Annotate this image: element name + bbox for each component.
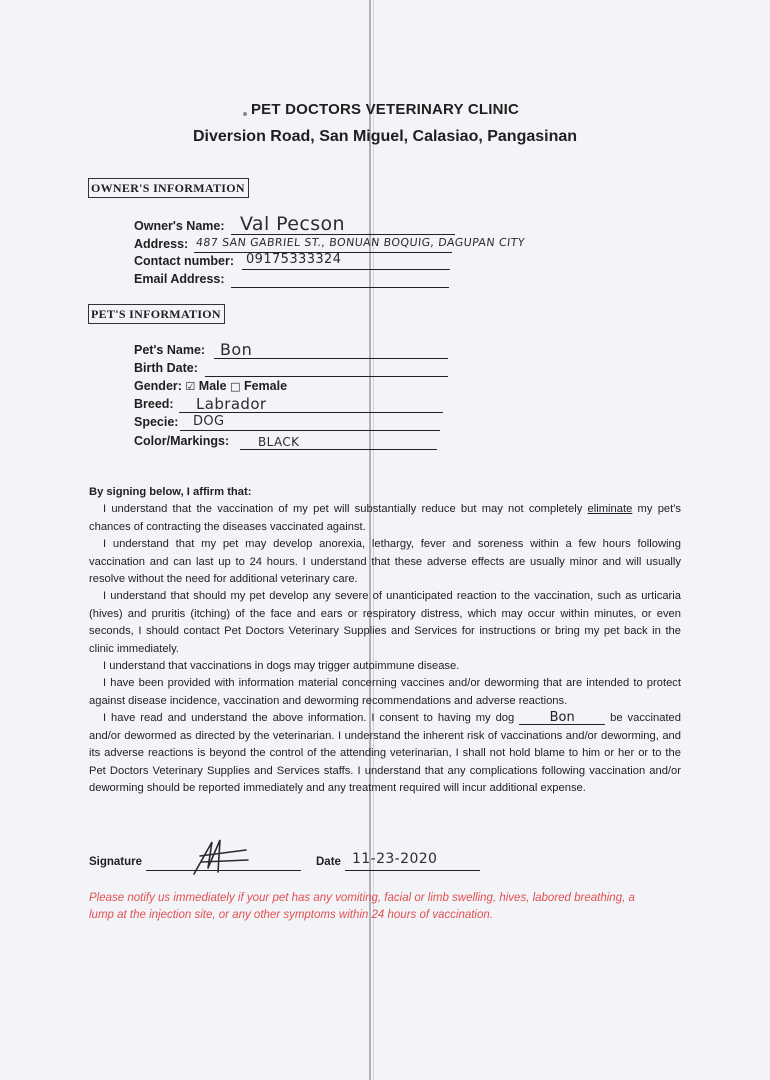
owner-section-title: OWNER'S INFORMATION (88, 178, 249, 198)
notice-text: Please notify us immediately if your pet has any vomiting, facial or limb swelling, hives, labored breathing, a lump at the injection site, or any other symptoms within 24 hours of vaccination. (89, 892, 635, 921)
owner-name-value[interactable]: Val Pecson (240, 213, 345, 235)
breed-label: Breed: (134, 397, 174, 411)
breed-value[interactable]: Labrador (196, 395, 267, 413)
birth-date-line (205, 376, 448, 377)
address-value[interactable]: 487 SAN GABRIEL ST., BONUAN BOQUIG, DAGUPAN CITY (195, 236, 526, 249)
pet-section-title: PET'S INFORMATION (88, 304, 225, 324)
consent-paragraph-1: I understand that the vaccination of my pet will substantially reduce but may not completely eliminate my pet's chances of contracting the diseases vaccinated against. (89, 503, 681, 533)
consent-paragraph-2: I understand that my pet may develop anorexia, lethargy, fever and soreness within a few hours following vaccination and can last up to 24 hours. I understand that these adverse effects are usually minor and will usually resolve without the need for additional veterinary care. (89, 538, 681, 586)
consent-paragraph-4: I understand that vaccinations in dogs may trigger autoimmune disease. (103, 660, 460, 673)
gender-female-checkbox[interactable]: □ (230, 380, 241, 393)
consent-paragraph-3: I understand that should my pet develop any severe of unanticipated reaction to the vaccination, such as urticaria (hives) and pruritis (itching) of the face and ears or respiratory distress, which may occur within minutes, or even seconds, I should contact Pet Doctors Veterinary Supplies and Services for instructions or bring my pet back in the clinic immediately. (89, 590, 681, 655)
pet-name-value[interactable]: Bon (220, 340, 253, 359)
gender-row (134, 379, 287, 393)
signature-scribble (190, 834, 254, 878)
consent-dog-name[interactable]: Bon (519, 711, 605, 725)
gender-female-label: Female (243, 379, 288, 393)
address-label: Address: (134, 237, 189, 251)
email-line (231, 287, 449, 288)
contact-label: Contact number: (134, 254, 234, 268)
signature-label: Signature (89, 856, 143, 868)
consent-heading: By signing below, I affirm that: (89, 486, 252, 498)
date-label: Date (316, 856, 341, 868)
date-value[interactable]: 11-23-2020 (352, 851, 438, 867)
specie-value[interactable]: DOG (193, 414, 225, 429)
consent-text (89, 484, 681, 797)
birth-date-label: Birth Date: (134, 361, 198, 375)
specie-line (180, 430, 440, 431)
clinic-name: PET DOCTORS VETERINARY CLINIC (250, 101, 520, 118)
consent-paragraph-5: I have been provided with information material concerning vaccines and/or deworming that are intended to protect against disease incidence, vaccination and deworming recommendations and adverse reactions. (89, 677, 681, 707)
color-value[interactable]: BLACK (258, 435, 300, 449)
owner-name-label: Owner's Name: (134, 219, 225, 233)
contact-value[interactable]: 09175333324 (246, 252, 342, 267)
email-label: Email Address: (134, 272, 225, 286)
pet-name-label: Pet's Name: (134, 343, 206, 357)
gender-male-checkbox[interactable]: ☑ (185, 380, 196, 393)
contact-line (242, 269, 450, 270)
date-line (345, 870, 480, 871)
gender-male-label: Male (198, 379, 227, 393)
gender-label: Gender: (134, 379, 182, 393)
consent-paragraph-6: I have read and understand the above information. I consent to having my dog Bon be vaccinated and/or dewormed as directed by the veterinarian. I understand the inherent risk of vaccinations and/or deworming, and its adverse reactions is beyond the control of the attending veterinarian, I shall not hold blame to him or her or to the Pet Doctors Veterinary Supplies and Services staffs. I understand that any complications following vaccination and/or deworming should be reported immediately and any treatment required will incur additional expense. (89, 710, 681, 794)
color-line (240, 449, 437, 450)
specie-label: Specie: (134, 415, 179, 429)
color-label: Color/Markings: (134, 434, 230, 448)
clinic-address: Diversion Road, San Miguel, Calasiao, Pangasinan (192, 128, 578, 145)
